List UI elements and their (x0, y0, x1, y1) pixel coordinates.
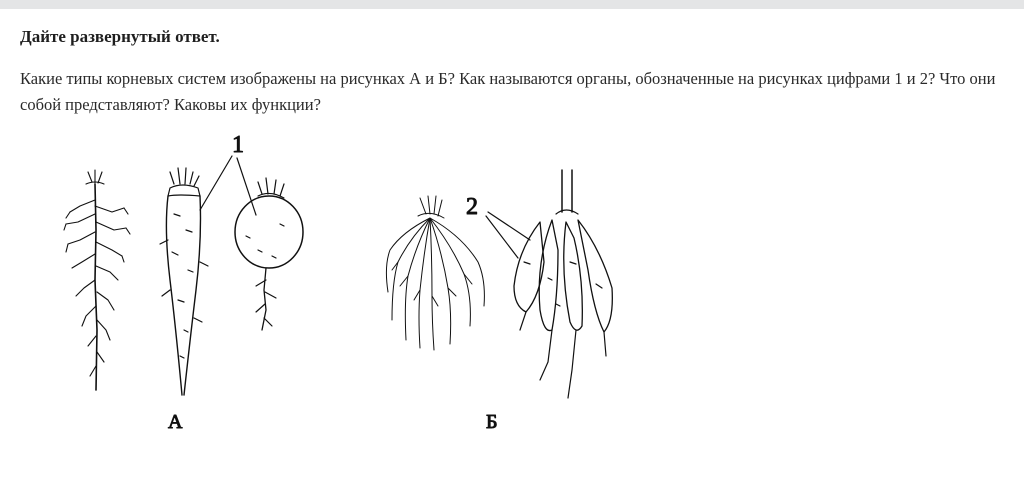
callout-1-leader-lines (200, 156, 256, 215)
top-bar (0, 0, 1024, 9)
figure-label-a: А (168, 411, 183, 433)
tuberous-root-plant-illustration (514, 170, 612, 398)
callout-1-label: 1 (232, 132, 244, 158)
root-systems-figure (40, 128, 640, 448)
figure-label-b: Б (486, 411, 498, 433)
task-heading: Дайте развернутый ответ. (20, 27, 220, 46)
carrot-root-crop-illustration (160, 168, 208, 395)
callout-2-label: 2 (466, 194, 478, 220)
task-question: Какие типы корневых систем изображены на рисунках А и Б? Как называются органы, обозначенные на рисунках цифрами 1 и 2? Что они собой представляют? Каковы их функции? (20, 69, 996, 114)
taproot-plant-illustration (64, 170, 130, 390)
beet-root-crop-illustration (235, 178, 303, 330)
